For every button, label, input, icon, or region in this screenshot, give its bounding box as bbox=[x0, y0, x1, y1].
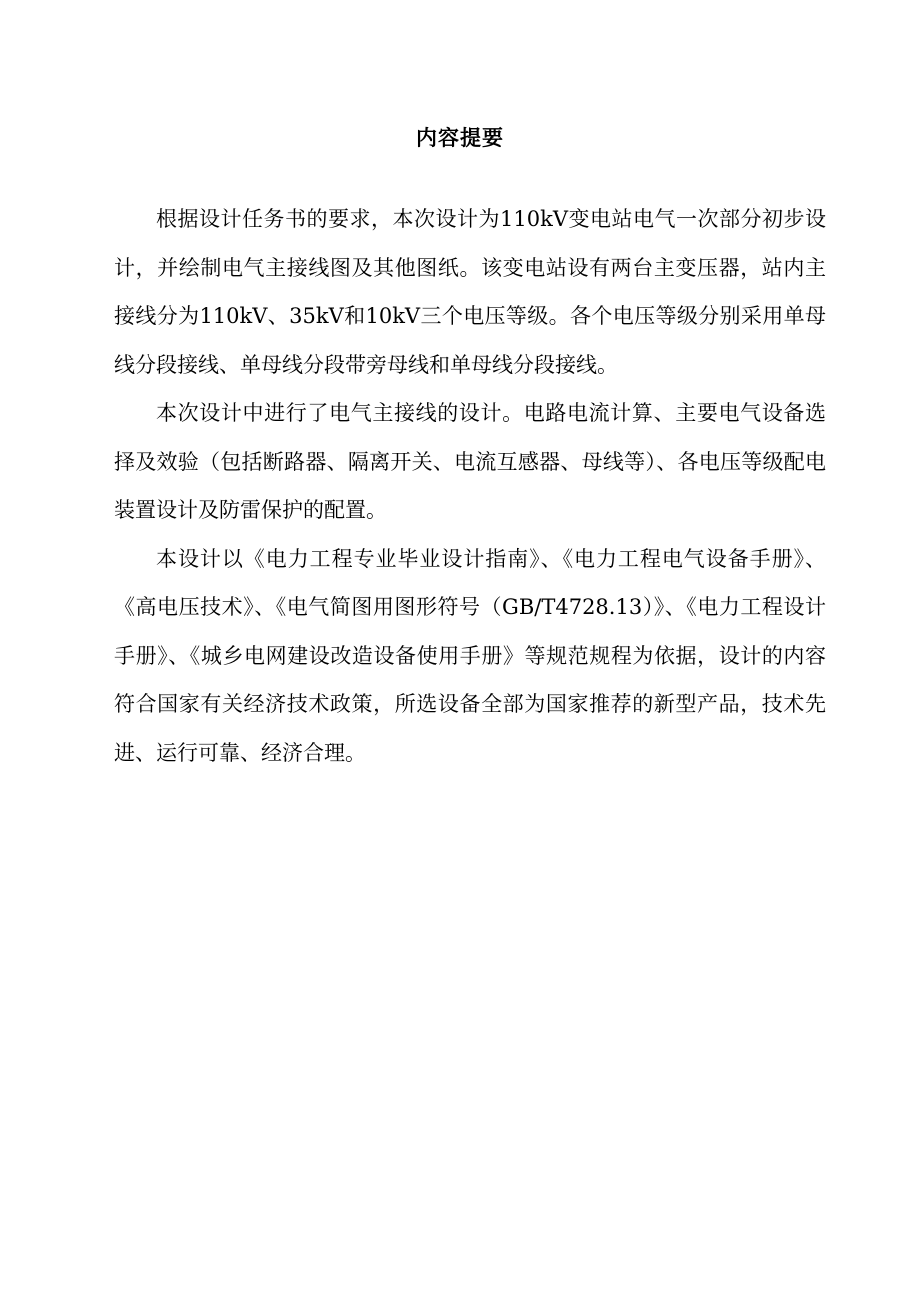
paragraph-3: 本设计以《电力工程专业毕业设计指南》、《电力工程电气设备手册》、《高电压技术》、《电气简图用图形符号（GB/T4728.13）》、《电力工程设计手册》、《城乡电网建设改造设备使用手册》等规范规程为依据，设计的内容符合国家有关经济技术政策，所选设备全部为国家推荐的新型产品，技术先进、运行可靠、经济合理。 bbox=[114, 546, 826, 765]
paragraph-1: 根据设计任务书的要求，本次设计为110kV变电站电气一次部分初步设计，并绘制电气主接线图及其他图纸。该变电站设有两台主变压器，站内主接线分为110kV、35kV和10kV三个电压等级。各个电压等级分别采用单母线分段接线、单母线分段带旁母线和单母线分段接线。 bbox=[114, 207, 826, 377]
document-title: 内容提要 bbox=[416, 125, 504, 150]
document-body bbox=[114, 195, 826, 777]
paragraph-2: 本次设计中进行了电气主接线的设计。电路电流计算、主要电气设备选择及效验（包括断路器、隔离开关、电流互感器、母线等）、各电压等级配电装置设计及防雷保护的配置。 bbox=[114, 401, 826, 522]
